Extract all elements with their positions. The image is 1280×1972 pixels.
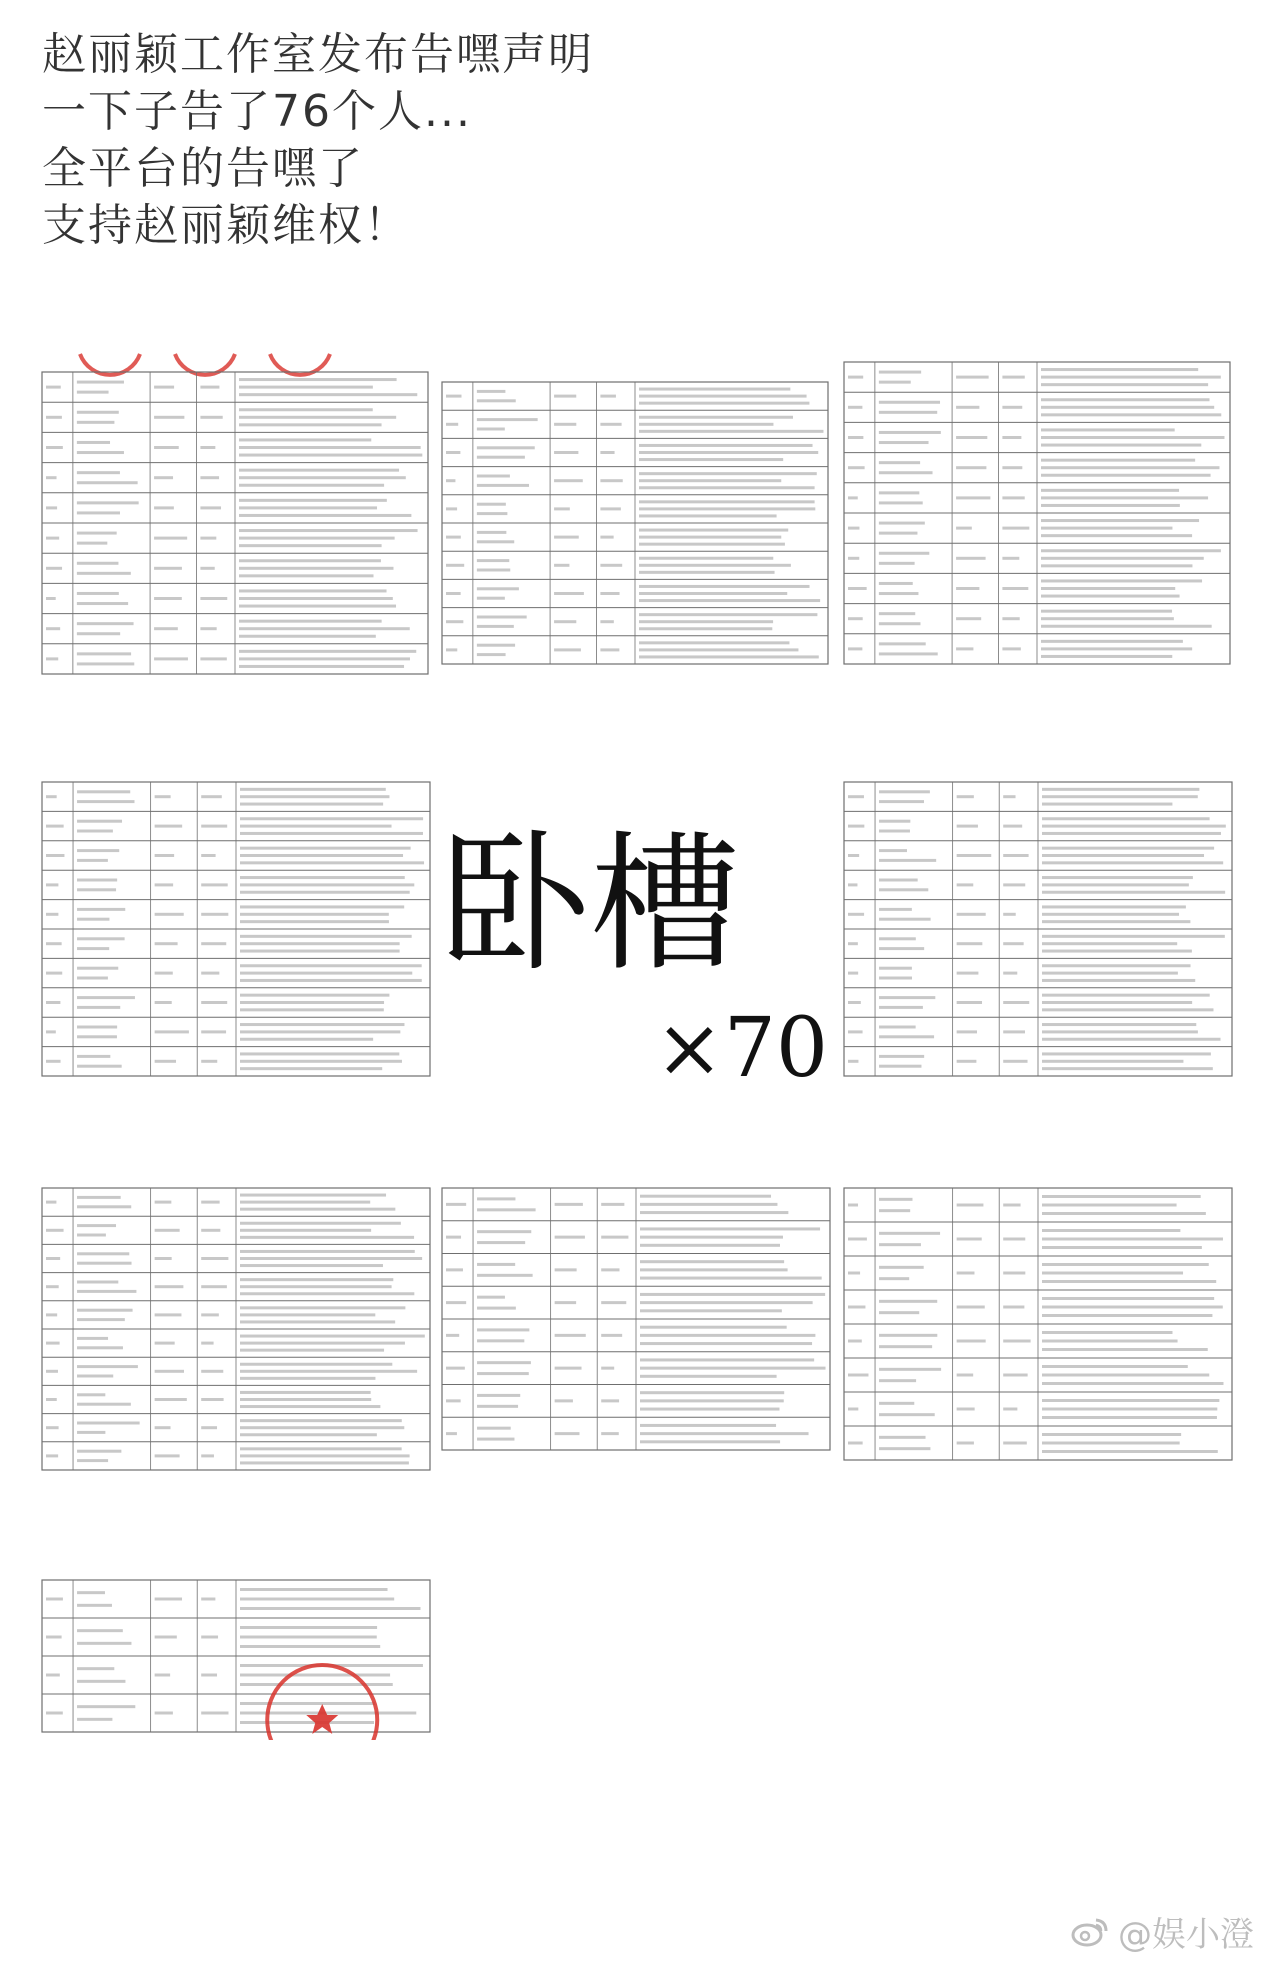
reaction-text: 卧槽	[440, 818, 741, 992]
document-image-6[interactable]	[842, 772, 1234, 1084]
post-line-3: 全平台的告嘿了	[42, 143, 364, 194]
watermark-text: @娱小澄	[1118, 1915, 1254, 1955]
document-image-3[interactable]	[842, 352, 1232, 672]
document-table	[440, 1178, 832, 1458]
document-image-10[interactable]	[40, 1570, 432, 1740]
post-line-2: 一下子告了76个人...	[42, 86, 472, 137]
document-table	[40, 1570, 432, 1740]
document-image-9[interactable]	[842, 1178, 1234, 1468]
weibo-icon	[1070, 1916, 1110, 1948]
watermark	[1070, 1907, 1254, 1956]
document-table	[40, 772, 432, 1084]
document-table	[40, 1178, 432, 1478]
post-line-1: 赵丽颖工作室发布告嘿声明	[42, 29, 594, 80]
document-table	[440, 372, 830, 672]
document-image-7[interactable]	[40, 1178, 432, 1478]
reaction-multiplier: ×70	[655, 1001, 829, 1096]
document-image-2[interactable]	[440, 372, 830, 672]
document-image-8[interactable]	[440, 1178, 832, 1458]
post-line-4: 支持赵丽颖维权！	[42, 200, 410, 251]
document-image-4[interactable]	[40, 772, 432, 1084]
document-table	[842, 352, 1232, 672]
document-image-1[interactable]	[40, 342, 430, 682]
document-table	[40, 342, 430, 682]
document-table	[842, 772, 1234, 1084]
post-text	[42, 26, 594, 254]
document-table	[842, 1178, 1234, 1468]
